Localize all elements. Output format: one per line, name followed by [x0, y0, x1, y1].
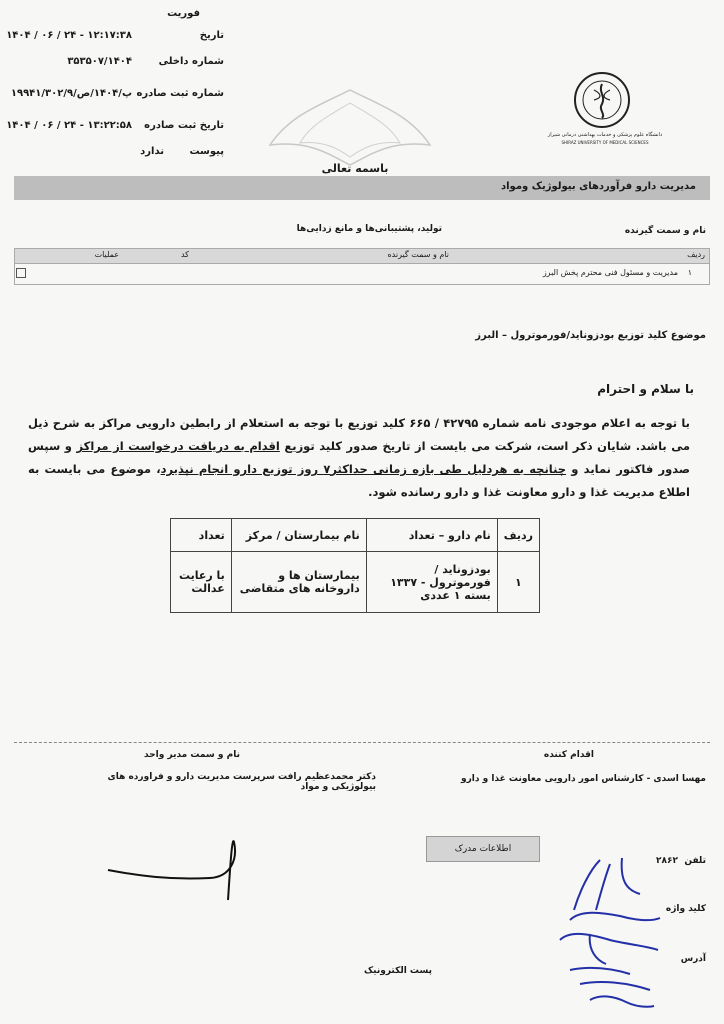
logo-caption-en: SHIRAZ UNIVERSITY OF MEDICAL SCIENCES	[561, 140, 649, 145]
university-logo	[572, 70, 632, 130]
cell-row: ۱	[497, 552, 539, 613]
meta-label: پیوست	[189, 146, 224, 157]
ornament-decoration	[250, 85, 450, 170]
body-underline-1: اقدام به دریافت درخواست از مراکز	[76, 439, 280, 453]
body-text: و سپس صدور فاکتور نماید و	[28, 439, 690, 476]
department-band	[14, 176, 710, 200]
meta-value: ۱۴۰۴ / ۰۶ / ۲۴ - ۱۲:۱۷:۳۸	[6, 30, 132, 41]
meta-date	[6, 30, 224, 48]
department-name: مدیریت دارو فرآوردهای بیولوژیک ومواد	[500, 181, 696, 192]
meta-label: شماره ثبت صادره	[136, 88, 224, 99]
subject: موضوع کلید توزیع بودزوناید/فورموترول – البرز	[475, 330, 706, 341]
meta-outgoing-number	[10, 88, 224, 106]
meta-value: ۱۴۰۴ / ۰۶ / ۲۴ - ۱۳:۲۲:۵۸	[6, 120, 132, 131]
body-text: با توجه به اعلام موجودی نامه شماره ۴۲۷۹۵ / ۶۶۵ کلید توزیع با توجه به استعلام از رابطین دارویی مراکز به شرح ذیل می باشد. شایان ذکر است، شرکت می بایست از تاریخ صدور کلید توزیع	[28, 416, 690, 453]
meta-internal-number	[24, 56, 224, 74]
manager-label: نام و سمت مدیر واحد	[143, 750, 240, 760]
col-row: ردیف	[497, 519, 539, 552]
doc-info-button[interactable]	[426, 836, 540, 862]
recipients-table-border	[14, 262, 710, 285]
address-label: آدرس	[680, 954, 706, 964]
cell-count: با رعایت عدالت	[171, 552, 232, 613]
meta-value: ندارد	[140, 146, 164, 157]
recipient-label: نام و سمت گیرنده	[624, 226, 706, 236]
col-count: تعداد	[171, 519, 232, 552]
meta-value: ۱۹۹۴۱/۳۰۲/۹/پ/۱۴۰۴/ص	[10, 88, 132, 99]
col-hospital: نام بیمارستان / مرکز	[231, 519, 366, 552]
cell-hospital: بیمارستان ها و داروخانه های متقاضی	[231, 552, 366, 613]
table-header-row	[171, 519, 540, 552]
meta-label: تاریخ ثبت صادره	[144, 120, 224, 131]
table-row	[171, 552, 540, 613]
letter-body	[28, 412, 690, 504]
distribution-table	[170, 518, 540, 613]
body-underline-2: چنانچه به هردلیل طی بازه زمانی حداکثر۷ روز توزیع دارو انجام نپذیرد	[160, 462, 567, 476]
handwritten-note	[530, 850, 680, 1020]
recipient-row-name: مدیریت و مسئول فنی محترم پخش البرز	[542, 268, 678, 277]
basmala: باسمه تعالی	[321, 162, 389, 175]
col-name: نام و سمت گیرنده	[387, 250, 449, 259]
preparer-value: مهسا اسدی - کارشناس امور دارویی معاونت غذا و دارو	[461, 774, 706, 784]
meta-value: ۳۵۳۵۰۷/۱۴۰۴	[67, 56, 132, 67]
phone-label: تلفن	[684, 856, 706, 866]
col-code: کد	[180, 250, 189, 259]
section-subtitle: تولید، پشتیبانی‌ها و مانع زدایی‌ها	[296, 224, 442, 234]
meta-label: شماره داخلی	[158, 56, 224, 67]
meta-outgoing-date	[6, 120, 224, 138]
signature-divider	[14, 742, 710, 743]
recipient-row-number: ۱	[687, 268, 692, 277]
cell-drug: بودزوناید / فورموترول - ۱۳۳۷ بسته ۱ عددی	[366, 552, 497, 613]
meta-attachment	[24, 146, 224, 164]
col-row: ردیف	[687, 250, 705, 259]
col-drug: نام دارو – تعداد	[366, 519, 497, 552]
keyword-label: کلید واژه	[665, 904, 706, 914]
email-label: پست الکترونیک	[363, 966, 432, 976]
doc-info-label: اطلاعات مدرک	[454, 844, 512, 854]
manager-value: دکتر محمدعظیم رافت سرپرست مدیریت دارو و فراورده های بیولوژیکی و مواد	[107, 772, 376, 792]
manager-signature	[100, 830, 260, 905]
logo-caption: دانشگاه علوم پزشکی و خدمات بهداشتی درمانی شیراز	[547, 132, 663, 138]
col-actions: عملیات	[94, 250, 119, 259]
meta-label: تاریخ	[199, 30, 224, 41]
greeting: با سلام و احترام	[597, 382, 694, 396]
body-text: ، موضوع می بایست به اطلاع مدیریت غذا و دارو معاونت غذا و دارو رسانده شود.	[28, 462, 690, 499]
preparer-label: اقدام کننده	[543, 750, 594, 760]
urgency-label: فوریت	[167, 8, 200, 19]
phone-value: ۲۸۶۲	[656, 856, 678, 866]
